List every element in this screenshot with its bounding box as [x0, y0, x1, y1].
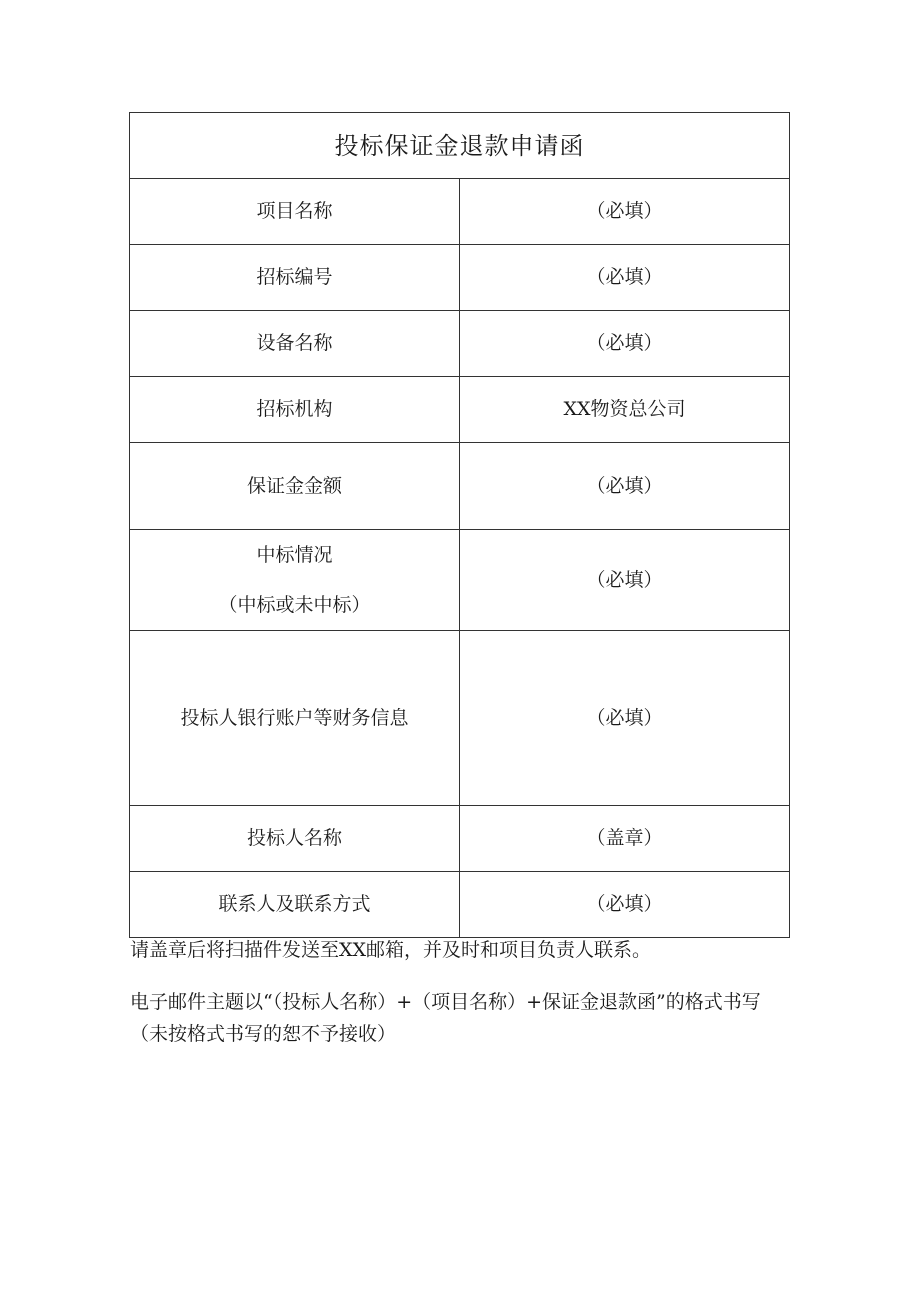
field-label-tender-agency: 招标机构: [130, 377, 460, 443]
field-label-project-name: 项目名称: [130, 179, 460, 245]
field-value-deposit-amount: （必填）: [460, 443, 790, 530]
table-row: [130, 377, 790, 443]
table-row: [130, 179, 790, 245]
field-label-equipment-name: 设备名称: [130, 311, 460, 377]
field-label-contact: 联系人及联系方式: [130, 872, 460, 938]
table-row: [130, 245, 790, 311]
field-label-bidder-name: 投标人名称: [130, 806, 460, 872]
instruction-note-email: 请盖章后将扫描件发送至XX邮箱，并及时和项目负责人联系。: [130, 939, 652, 961]
field-value-bank-account: （必填）: [460, 631, 790, 806]
field-label-bid-result: [130, 530, 460, 631]
table-row: [130, 806, 790, 872]
form-title: 投标保证金退款申请函: [130, 113, 790, 179]
refund-application-form: [129, 112, 790, 938]
field-value-project-name: （必填）: [460, 179, 790, 245]
bid-result-label-line2: （中标或未中标）: [218, 594, 371, 616]
field-label-tender-number: 招标编号: [130, 245, 460, 311]
field-value-tender-number: （必填）: [460, 245, 790, 311]
field-label-bank-account: 投标人银行账户等财务信息: [130, 631, 460, 806]
table-row: [130, 530, 790, 631]
field-label-deposit-amount: 保证金金额: [130, 443, 460, 530]
field-value-equipment-name: （必填）: [460, 311, 790, 377]
field-value-contact: （必填）: [460, 872, 790, 938]
field-value-bidder-name: （盖章）: [460, 806, 790, 872]
field-value-bid-result: （必填）: [460, 530, 790, 631]
table-row: [130, 443, 790, 530]
title-row: [130, 113, 790, 179]
table-row: [130, 311, 790, 377]
instruction-note-subject-format: 电子邮件主题以“（投标人名称）+（项目名称）+保证金退款函”的格式书写（未按格式书写的恕不予接收）: [130, 991, 761, 1045]
field-value-tender-agency: XX物资总公司: [460, 377, 790, 443]
bid-result-label-line1: 中标情况: [256, 544, 333, 566]
table-row: [130, 631, 790, 806]
table-row: [130, 872, 790, 938]
